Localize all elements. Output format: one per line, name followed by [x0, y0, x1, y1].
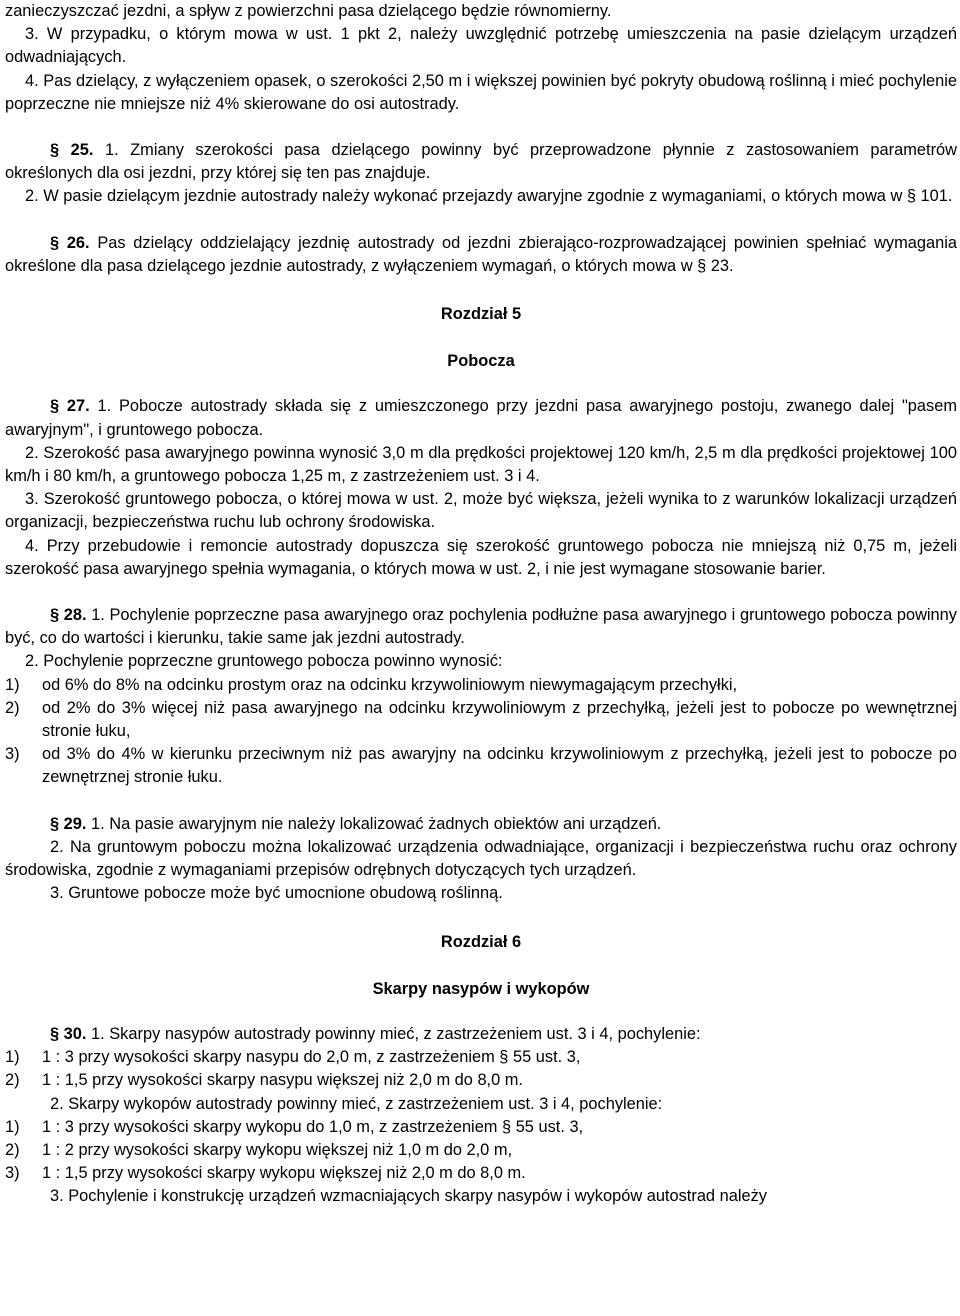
- chapter-6-subtitle: Skarpy nasypów i wykopów: [372, 979, 590, 998]
- paragraph-number: § 29.: [50, 814, 87, 833]
- paragraph-number: § 25.: [50, 141, 94, 160]
- paragraph-28-point-1: § 28. 1. Pochylenie poprzeczne pasa awaryjnego oraz pochylenia podłużne pasa awaryjnego i gruntowego pobocza powinny być, co do wartości i kierunku, takie same jak jezdni autostrady.: [5, 606, 957, 648]
- intro-line: zanieczyszczać jezdni, a spływ z powierzchni pasa dzielącego będzie równomierny.: [5, 2, 612, 20]
- list-item: 2) od 2% do 3% więcej niż pasa awaryjnego na odcinku krzywoliniowym z przechyłką, jeżeli jest to pobocze po wewnętrznej stronie łuku,: [5, 698, 957, 741]
- list-item-number: 3): [5, 1164, 20, 1183]
- paragraph-27-point-4: 4. Przy przebudowie i remoncie autostrady dopuszcza się szerokość gruntowego pobocza nie mniejszą niż 0,75 m, jeżeli szerokość pasa awaryjnego spełnia wymagania, o których mowa w ust. 2, i nie jest wymagane stosowanie barier.: [5, 536, 957, 578]
- paragraph-29-point-1: § 29. 1. Na pasie awaryjnym nie należy lokalizować żadnych obiektów ani urządzeń.: [50, 814, 662, 833]
- intro-point-4: 4. Pas dzielący, z wyłączeniem opasek, o szerokości 2,50 m i większej powinien być pokryty obudową roślinną i mieć pochylenie poprzeczne nie mniejsze niż 4% skierowane do osi autostrady.: [5, 71, 957, 113]
- chapter-6-title: Rozdział 6: [440, 932, 522, 951]
- paragraph-27-point-1: § 27. 1. Pobocze autostrady składa się z umieszczonego przy jezdni pasa awaryjnego postoju, zwanego dalej "pasem awaryjnym", i gruntowego pobocza.: [5, 397, 957, 439]
- chapter-5-title: Rozdział 5: [440, 305, 522, 324]
- paragraph-27-point-3: 3. Szerokość gruntowego pobocza, o której mowa w ust. 2, może być większa, jeżeli wynika to z warunków lokalizacji urządzeń organizacji, bezpieczeństwa ruchu lub ochrony środowiska.: [5, 490, 957, 532]
- paragraph-25-point-2: 2. W pasie dzielącym jezdnie autostrady należy wykonać przejazdy awaryjne zgodnie z wymaganiami, o których mowa w § 101.: [25, 187, 953, 206]
- list-item-number: 2): [5, 1071, 20, 1090]
- list-item: 2) 1 : 2 przy wysokości skarpy wykopu większej niż 1,0 m do 2,0 m,: [5, 1139, 957, 1162]
- paragraph-29-point-2: 2. Na gruntowym poboczu można lokalizować urządzenia odwadniające, organizacji i bezpieczeństwa ruchu oraz ochrony środowiska, zgodnie z wymaganiami przepisów odrębnych dotyczących tych urządzeń.: [5, 837, 957, 880]
- paragraph-29-point-3: 3. Gruntowe pobocze może być umocnione obudową roślinną.: [50, 884, 503, 903]
- paragraph-30-point-2: 2. Skarpy wykopów autostrady powinny mieć, z zastrzeżeniem ust. 3 i 4, pochylenie:: [50, 1094, 663, 1113]
- paragraph-number: § 30.: [50, 1024, 87, 1043]
- paragraph-number: § 26.: [50, 233, 90, 252]
- list-item-number: 2): [5, 698, 20, 717]
- chapter-5-subtitle: Pobocza: [447, 352, 515, 371]
- paragraph-number: § 27.: [50, 397, 90, 416]
- paragraph-30-point-3: 3. Pochylenie i konstrukcję urządzeń wzmacniających skarpy nasypów i wykopów autostrad należy: [50, 1187, 767, 1206]
- list-item-number: 1): [5, 1048, 20, 1067]
- paragraph-number: § 28.: [50, 606, 87, 625]
- paragraph-27-point-2: 2. Szerokość pasa awaryjnego powinna wynosić 3,0 m dla prędkości projektowej 120 km/h, 2,5 m dla prędkości projektowej 100 km/h i 80 km/h, a gruntowego pobocza 1,25 m, z zastrzeżeniem ust. 3 i 4.: [5, 443, 957, 486]
- paragraph-28-point-2: 2. Pochylenie poprzeczne gruntowego pobocza powinno wynosić:: [25, 652, 503, 671]
- paragraph-25-point-1: § 25. 1. Zmiany szerokości pasa dzielącego powinny być przeprowadzone płynnie z zastosowaniem parametrów określonych dla osi jezdni, przy której się ten pas znajduje.: [5, 141, 957, 183]
- list-item: 2) 1 : 1,5 przy wysokości skarpy nasypu większej niż 2,0 m do 8,0 m.: [5, 1069, 957, 1092]
- intro-point-3: 3. W przypadku, o którym mowa w ust. 1 pkt 2, należy uwzględnić potrzebę umieszczenia na pasie dzielącym urządzeń odwadniających.: [5, 25, 957, 67]
- document-page: [5, 0, 957, 1209]
- paragraph-26: § 26. Pas dzielący oddzielający jezdnię autostrady od jezdni zbierająco-rozprowadzającej powinien spełniać wymagania określone dla pasa dzielącego jezdnie autostrady, z wyłączeniem wymagań, o których mowa w § 23.: [5, 233, 957, 275]
- list-item: 3) od 3% do 4% w kierunku przeciwnym niż pas awaryjny na odcinku krzywoliniowym z przechyłką, jeżeli jest to pobocze po zewnętrznej stronie łuku.: [5, 745, 957, 787]
- list-item: 1) 1 : 3 przy wysokości skarpy nasypu do 2,0 m, z zastrzeżeniem § 55 ust. 3,: [5, 1046, 957, 1069]
- list-item-number: 1): [5, 1117, 20, 1136]
- list-item: 1) 1 : 3 przy wysokości skarpy wykopu do 1,0 m, z zastrzeżeniem § 55 ust. 3,: [5, 1116, 957, 1139]
- list-item: 3) 1 : 1,5 przy wysokości skarpy wykopu większej niż 2,0 m do 8,0 m.: [5, 1162, 957, 1185]
- list-item-number: 3): [5, 745, 20, 764]
- paragraph-30-point-1: § 30. 1. Skarpy nasypów autostrady powinny mieć, z zastrzeżeniem ust. 3 i 4, pochylenie:: [50, 1024, 701, 1043]
- list-item: 1) od 6% do 8% na odcinku prostym oraz na odcinku krzywoliniowym niewymagającym przechyłki,: [5, 674, 957, 697]
- list-item-number: 2): [5, 1140, 20, 1159]
- list-item-number: 1): [5, 675, 20, 694]
